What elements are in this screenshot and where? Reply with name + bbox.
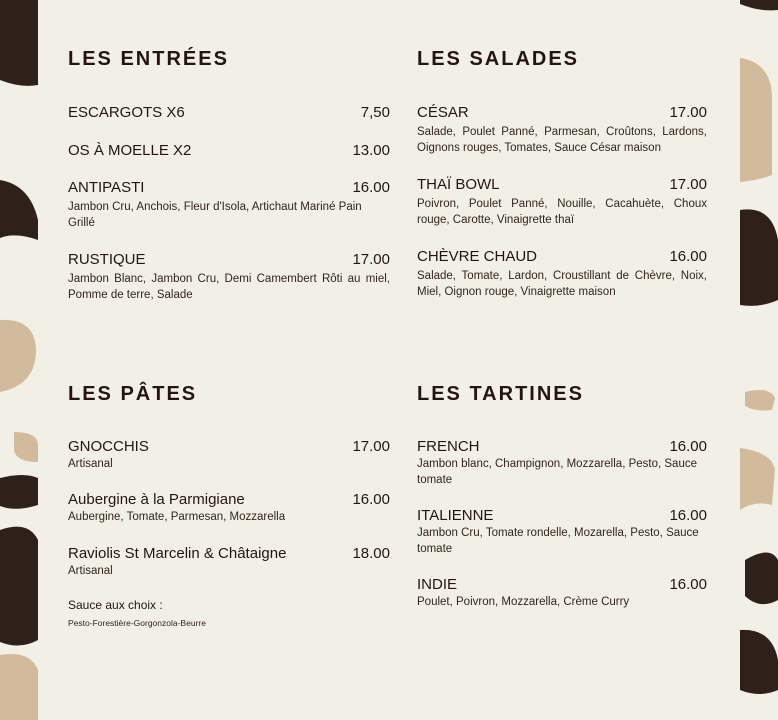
menu-item xyxy=(68,103,390,122)
section-title-pates: LES PÂTES xyxy=(68,383,198,405)
menu-item xyxy=(68,141,390,160)
item-name: FRENCH xyxy=(417,438,480,455)
dark-blob-top-left xyxy=(0,0,38,86)
menu-item xyxy=(68,178,390,231)
item-name: INDIE xyxy=(417,576,458,593)
item-price: 13.00 xyxy=(352,142,390,159)
menu-item xyxy=(68,250,390,303)
menu-item xyxy=(417,103,707,156)
dark-blob-right-1 xyxy=(740,209,778,305)
item-price: 16.00 xyxy=(669,507,707,524)
menu-item xyxy=(417,247,707,300)
menu-item xyxy=(417,437,707,488)
sauce-label: Sauce aux choix : xyxy=(68,598,163,612)
menu-item xyxy=(417,575,707,611)
item-name: GNOCCHIS xyxy=(68,438,149,455)
item-price: 16.00 xyxy=(669,576,707,593)
item-price: 16.00 xyxy=(352,179,390,196)
section-title-salades: LES SALADES xyxy=(417,48,580,70)
item-name: OS À MOELLE X2 xyxy=(68,142,192,159)
item-description: Salade, Tomate, Lardon, Croustillant de Chèvre, Noix, Miel, Oignon rouge, Vinaigrette maison xyxy=(417,270,707,298)
item-price: 17.00 xyxy=(669,104,707,121)
item-price: 17.00 xyxy=(352,438,390,455)
sauce-note xyxy=(68,598,390,628)
section-title-tartines: LES TARTINES xyxy=(417,383,584,405)
menu-item xyxy=(417,175,707,228)
sauce-options: Pesto-Forestière-Gorgonzola-Beurre xyxy=(68,618,206,628)
item-price: 17.00 xyxy=(669,176,707,193)
item-description: Jambon blanc, Champignon, Mozzarella, Pesto, Sauce tomate xyxy=(417,458,697,486)
item-price: 16.00 xyxy=(352,491,390,508)
item-price: 16.00 xyxy=(669,438,707,455)
item-name: THAÏ BOWL xyxy=(417,176,500,193)
item-price: 16.00 xyxy=(669,248,707,265)
item-description: Poulet, Poivron, Mozzarella, Crème Curry xyxy=(417,596,630,608)
item-description: Salade, Poulet Panné, Parmesan, Croûtons, Lardons, Oignons rouges, Tomates, Sauce César maison xyxy=(417,126,707,154)
item-description: Poivron, Poulet Panné, Nouille, Cacahuète, Choux rouge, Carotte, Vinaigrette thaï xyxy=(417,198,707,226)
menu-item xyxy=(68,544,390,580)
item-name: ESCARGOTS X6 xyxy=(68,104,185,121)
tan-blob-left-3 xyxy=(0,654,38,720)
item-name: Raviolis St Marcelin & Châtaigne xyxy=(68,545,287,562)
item-description: Jambon Cru, Tomate rondelle, Mozarella, Pesto, Sauce tomate xyxy=(417,527,699,555)
item-name: RUSTIQUE xyxy=(68,251,146,268)
item-name: Aubergine à la Parmigiane xyxy=(68,491,245,508)
item-description: Jambon Cru, Anchois, Fleur d'Isola, Artichaut Mariné Pain Grillé xyxy=(68,201,362,229)
tan-blob-right-2 xyxy=(745,390,775,411)
menu-item xyxy=(68,490,390,526)
item-price: 18.00 xyxy=(352,545,390,562)
item-description: Artisanal xyxy=(68,565,113,577)
item-name: ITALIENNE xyxy=(417,507,494,524)
dark-blob-left-2 xyxy=(0,475,38,509)
item-price: 7,50 xyxy=(360,104,390,121)
item-description: Aubergine, Tomate, Parmesan, Mozzarella xyxy=(68,511,286,523)
menu-item xyxy=(417,506,707,557)
menu-page xyxy=(38,0,740,720)
dark-blob-right-2 xyxy=(745,553,778,605)
item-name: CÉSAR xyxy=(417,104,469,121)
item-description: Jambon Blanc, Jambon Cru, Demi Camembert Rôti au miel, Pomme de terre, Salade xyxy=(68,273,390,301)
item-description: Artisanal xyxy=(68,458,113,470)
item-name: CHÈVRE CHAUD xyxy=(417,248,538,265)
item-price: 17.00 xyxy=(352,251,390,268)
section-title-entrees: LES ENTRÉES xyxy=(68,48,229,70)
menu-item xyxy=(68,437,390,473)
item-name: ANTIPASTI xyxy=(68,179,145,196)
tan-blob-right-1 xyxy=(740,58,772,182)
dark-blob-left-3 xyxy=(0,527,38,646)
